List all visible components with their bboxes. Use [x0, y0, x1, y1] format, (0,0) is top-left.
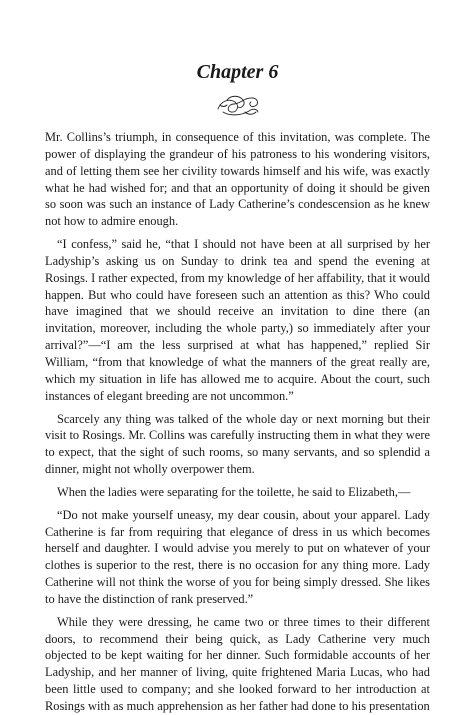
- paragraph: Mr. Collins’s triumph, in consequence of this invitation, was complete. The power of displaying the grandeur of his patroness to his wondering visitors, and of letting them see her civility towards himself and his wife, was exactly what he had wished for; and that an opportunity of doing it should be given so soon was such an instance of Lady Catherine’s condescension as he knew not how to admire enough.: [45, 130, 430, 229]
- chapter-body: [45, 129, 430, 715]
- flourish-ornament-icon: [215, 92, 261, 118]
- paragraph: “I confess,” said he, “that I should not have been at all surprised by her Ladyship’s asking us on Sunday to drink tea and spend the evening at Rosings. I rather expected, from my knowledge of her affability, that it would happen. But who could have foreseen such an attention as this? Who could have imagined that we should receive an invitation to dine there (an invitation, moreover, including the whole party,) so immediately after your arrival?”—“I am the less surprised at what has happened,” replied Sir William, “from that knowledge of what the manners of the great really are, which my situation in life has allowed me to acquire. About the court, such instances of elegant breeding are not uncommon.”: [45, 237, 430, 403]
- chapter-title: Chapter 6: [196, 61, 279, 83]
- paragraph: When the ladies were separating for the toilette, he said to Elizabeth,—: [57, 484, 411, 499]
- paragraph: “Do not make yourself uneasy, my dear cousin, about your apparel. Lady Catherine is far from requiring that elegance of dress in us which becomes herself and daughter. I would advise you merely to put on whatever of your clothes is superior to the rest, there is no occasion for any thing more. Lady Catherine will not think the worse of you for being simply dressed. She likes to have the distinction of rank preserved.”: [45, 507, 430, 606]
- paragraph: While they were dressing, he came two or three times to their different doors, to recommend their being quick, as Lady Catherine very much objected to be kept waiting for her dinner. Such formidable accounts of her Ladyship, and her manner of living, quite frightened Maria Lucas, who had been little used to company; and she looked forward to her introduction at Rosings with as much apprehension as her father had done to his presentation: [45, 614, 430, 713]
- paragraph: Scarcely any thing was talked of the whole day or next morning but their visit to Rosings. Mr. Collins was carefully instructing them in what they were to expect, that the sight of such rooms, so many servants, and so splendid a dinner, might not wholly overpower them.: [45, 411, 430, 477]
